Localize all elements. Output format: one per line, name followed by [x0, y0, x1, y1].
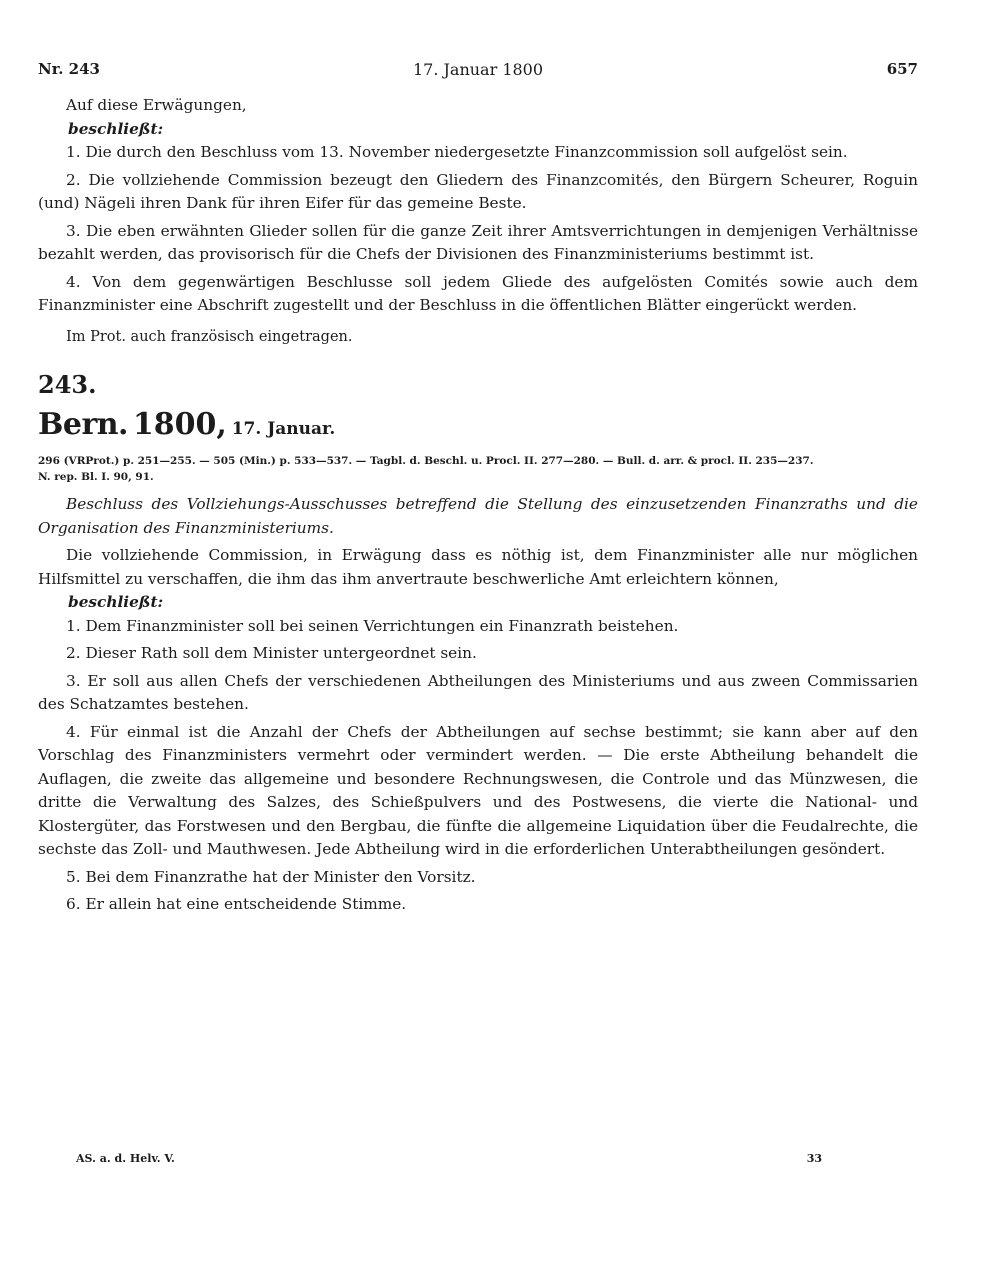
collection-signature: AS. a. d. Helv. V. — [76, 1152, 175, 1165]
document-number-header: Nr. 243 — [38, 60, 100, 78]
prior-intro: Auf diese Erwägungen, — [66, 96, 247, 114]
resolution-item: 6. Er allein hat eine entscheidende Stimme. — [66, 895, 407, 913]
source-references — [38, 453, 918, 485]
resolution-item: 2. Dieser Rath soll dem Minister untergeordnet sein. — [66, 644, 477, 662]
resolution-item: 4. Für einmal ist die Anzahl der Chefs der Abtheilungen auf sechse bestimmt; sie kann aber auf den Vorschlag des Finanzministers vermehrt oder vermindert werden. — Die erste Abtheilung behandelt die Auflagen, die zweite das allgemeine und besondere Rechnungswesen, die Controle und das Münzwesen, die dritte die Verwaltung des Salzes, des Schießpulvers und des Postwesens, die vierte die National- und Klostergüter, das Forstwesen und den Bergbau, die fünfte die allgemeine Liquidation über die Feudalrechte, die sechste das Zoll- und Mauthwesen. Jede Abtheilung wird in die erforderlichen Unterabtheilungen gesöndert. — [38, 722, 918, 858]
prior-item: 1. Die durch den Beschluss vom 13. November niedergesetzte Finanzcommission soll aufgelöst sein. — [66, 143, 848, 161]
source-line: 296 (VRProt.) p. 251—255. — 505 (Min.) p. 533—537. — Tagbl. d. Beschl. u. Procl. II. 277—280. — Bull. d. arr. & procl. II. 235—237. — [38, 455, 814, 467]
prior-item: 4. Von dem gegenwärtigen Beschlusse soll jedem Gliede des aufgelösten Comités sowie auch dem Finanzminister eine Abschrift zugestellt und der Beschluss in die öffentlichen Blätter eingerückt werden. — [38, 272, 918, 314]
resolution-word: beschließt: — [68, 593, 164, 611]
resolution-item: 1. Dem Finanzminister soll bei seinen Verrichtungen ein Finanzrath beistehen. — [66, 616, 679, 635]
protocol-note: Im Prot. auch französisch eingetragen. — [66, 328, 353, 345]
year: 1800, — [132, 407, 227, 442]
date: 17. Januar. — [231, 419, 336, 439]
body-text — [38, 94, 918, 917]
running-head — [38, 60, 918, 84]
place-date-line — [38, 405, 918, 449]
source-line: N. rep. Bl. I. 90, 91. — [38, 471, 154, 483]
preamble: Die vollziehende Commission, in Erwägung dass es nöthig ist, dem Finanzminister alle nur möglichen Hilfsmittel zu verschaffen, die ihm das ihm anvertraute beschwerliche Amt erleichtern können, — [38, 546, 918, 588]
document-number: 243. — [38, 370, 97, 399]
resolution-item: 5. Bei dem Finanzrathe hat der Minister den Vorsitz. — [66, 867, 476, 886]
prior-resolution-word: beschließt: — [68, 119, 164, 138]
place: Bern. — [38, 407, 129, 442]
prior-item: 3. Die eben erwähnten Glieder sollen für die ganze Zeit ihrer Amtsverrichtungen in demjenigen Verhältnisse bezahlt werden, das provisorisch für die Chefs der Divisionen des Finanzministeriums bestimmt ist. — [38, 221, 918, 263]
prior-item: 2. Die vollziehende Commission bezeugt den Gliedern des Finanzcomités, den Bürgern Scheurer, Roguin (und) Nägeli ihren Dank für ihren Eifer für das gemeine Beste. — [38, 170, 918, 212]
page-number: 657 — [886, 60, 918, 78]
header-date: 17. Januar 1800 — [412, 60, 544, 79]
sheet-number: 33 — [806, 1152, 822, 1165]
resolution-item: 3. Er soll aus allen Chefs der verschiedenen Abtheilungen des Ministeriums und aus zween Commissarien des Schatzamtes bestehen. — [38, 671, 918, 713]
document-heading: Beschluss des Vollziehungs-Ausschusses betreffend die Stellung des einzusetzenden Finanzraths und die Organisation des Finanzministeriums. — [38, 495, 918, 537]
